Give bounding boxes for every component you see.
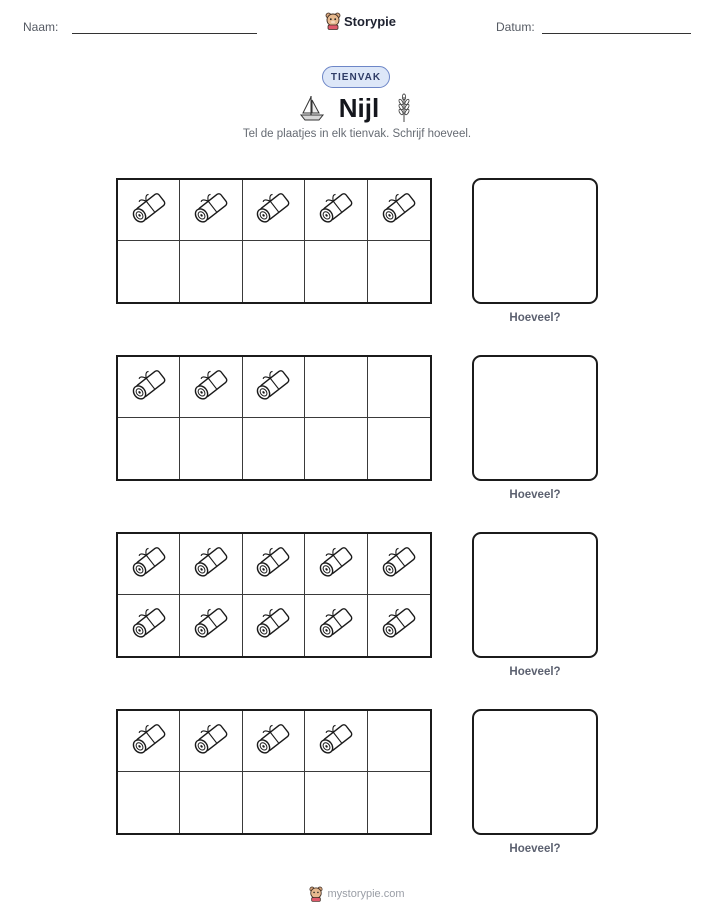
footer (0, 886, 714, 902)
answer-label: Hoeveel? (509, 312, 561, 324)
ten-frame-cell (118, 772, 180, 833)
answer-box[interactable] (472, 355, 598, 481)
answer-box[interactable] (472, 709, 598, 835)
papyrus-scroll-icon (189, 542, 233, 587)
ten-frame-cell (118, 241, 180, 302)
ten-frame-cell (305, 418, 367, 479)
papyrus-scroll-icon (189, 603, 233, 648)
ten-frame-cell (305, 180, 367, 241)
ten-frame-cell (368, 711, 430, 772)
sailboat-icon (299, 94, 325, 122)
ten-frame-cell (243, 180, 305, 241)
title-row (0, 92, 714, 124)
answer-label: Hoeveel? (509, 843, 561, 855)
ten-frame-cell (305, 711, 367, 772)
ten-frame-cell (243, 241, 305, 302)
papyrus-scroll-icon (189, 719, 233, 764)
papyrus-scroll-icon (127, 365, 171, 410)
ten-frame (116, 709, 432, 835)
ten-frame-cell (243, 772, 305, 833)
papyrus-scroll-icon (314, 542, 358, 587)
ten-frame-cell (305, 241, 367, 302)
papyrus-scroll-icon (251, 365, 295, 410)
ten-frame-cell (118, 711, 180, 772)
ten-frame-cell (305, 357, 367, 418)
name-label: Naam: (23, 20, 59, 34)
ten-frame-cell (305, 595, 367, 656)
ten-frame-cell (118, 357, 180, 418)
papyrus-scroll-icon (251, 188, 295, 233)
ten-frame-cell (180, 357, 242, 418)
name-line[interactable] (72, 33, 257, 34)
ten-frame-cell (243, 357, 305, 418)
ten-frame-cell (180, 534, 242, 595)
topic-badge: TIENVAK (322, 66, 390, 88)
papyrus-scroll-icon (251, 603, 295, 648)
papyrus-scroll-icon (189, 188, 233, 233)
ten-frame (116, 532, 432, 658)
ten-frame-cell (368, 241, 430, 302)
papyrus-scroll-icon (127, 719, 171, 764)
footer-url: mystorypie.com (327, 888, 405, 900)
papyrus-scroll-icon (377, 188, 421, 233)
ten-frame-cell (243, 595, 305, 656)
answer-label: Hoeveel? (509, 666, 561, 678)
ten-frame-cell (180, 711, 242, 772)
papyrus-scroll-icon (127, 188, 171, 233)
ten-frame-cell (243, 418, 305, 479)
page-title: Nijl (338, 92, 380, 123)
papyrus-scroll-icon (127, 603, 171, 648)
ten-frame-cell (180, 772, 242, 833)
ten-frame-cell (305, 534, 367, 595)
answer-box[interactable] (472, 178, 598, 304)
brand-name: Storypie (344, 13, 397, 29)
instruction-text: Tel de plaatjes in elk tienvak. Schrijf hoeveel. (242, 128, 472, 140)
ten-frame-cell (368, 595, 430, 656)
ten-frame-cell (180, 180, 242, 241)
papyrus-scroll-icon (127, 542, 171, 587)
papyrus-scroll-icon (251, 542, 295, 587)
ten-frame-cell (368, 418, 430, 479)
date-line[interactable] (542, 33, 691, 34)
ten-frame-cell (180, 241, 242, 302)
storypie-logo (325, 12, 396, 30)
ten-frame (116, 178, 432, 304)
papyrus-scroll-icon (314, 603, 358, 648)
bear-icon (325, 12, 341, 30)
answer-label: Hoeveel? (509, 489, 561, 501)
papyrus-scroll-icon (251, 719, 295, 764)
papyrus-scroll-icon (189, 365, 233, 410)
papyrus-scroll-icon (377, 542, 421, 587)
ten-frame-cell (305, 772, 367, 833)
ten-frame-cell (243, 534, 305, 595)
ten-frame-cell (118, 418, 180, 479)
ten-frame-cell (368, 772, 430, 833)
papyrus-scroll-icon (377, 603, 421, 648)
wheat-icon (393, 93, 415, 123)
ten-frame-cell (243, 711, 305, 772)
ten-frame-cell (118, 180, 180, 241)
bear-icon (309, 886, 323, 902)
ten-frame-cell (368, 534, 430, 595)
ten-frame-cell (368, 357, 430, 418)
ten-frame-cell (118, 595, 180, 656)
answer-box[interactable] (472, 532, 598, 658)
ten-frame-cell (180, 595, 242, 656)
ten-frame-cell (180, 418, 242, 479)
date-label: Datum: (496, 20, 535, 34)
papyrus-scroll-icon (314, 719, 358, 764)
ten-frame (116, 355, 432, 481)
ten-frame-cell (368, 180, 430, 241)
ten-frame-cell (118, 534, 180, 595)
papyrus-scroll-icon (314, 188, 358, 233)
